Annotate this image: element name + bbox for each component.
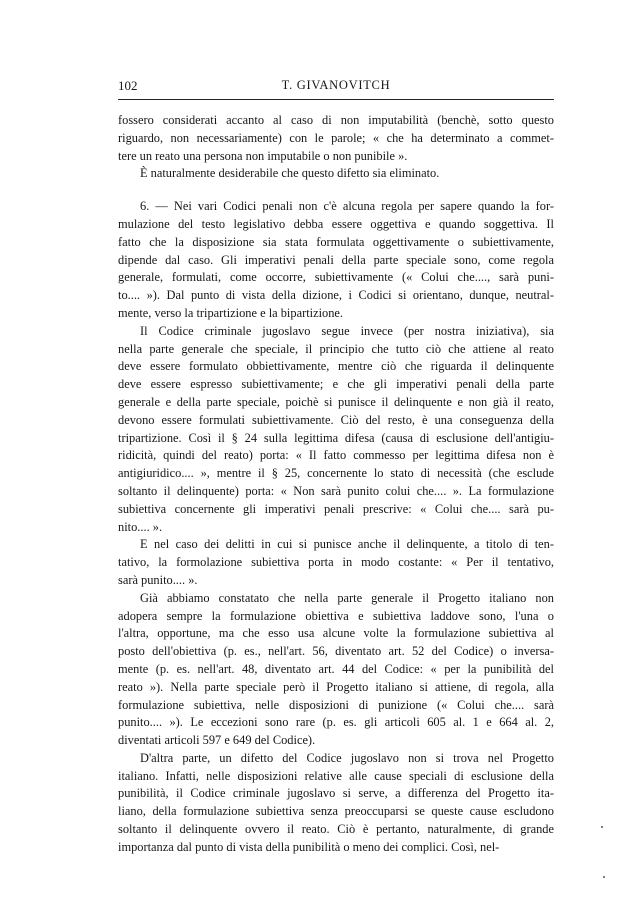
paragraph bbox=[118, 590, 554, 750]
text-line: fatto che la disposizione sia stata formulata oggettivamente o subiettivamente, bbox=[118, 234, 554, 249]
paragraph bbox=[118, 112, 554, 165]
text-line: mulazione del testo legislativo debba essere oggettiva e quando soggettiva. Il bbox=[118, 216, 554, 231]
text-line: devono essere formulati subiettivamente. Ciò del resto, è una conseguenza della bbox=[118, 412, 554, 427]
text-line: ridicità, quindi del reato) porta: « Il fatto commesso per legittima difesa non è bbox=[118, 448, 554, 463]
text-line: fossero considerati accanto al caso di non imputabilità (benchè, sotto questo bbox=[118, 113, 554, 127]
paragraph bbox=[118, 198, 554, 323]
text-line: generale e della parte speciale, poichè si punisce il delinquente e non già il reato, bbox=[118, 394, 554, 409]
text-line: posto dell'obiettiva (p. es., nell'art. 56, diventato art. 52 del Codice) o inversa- bbox=[118, 644, 554, 659]
text-line: sarà punito.... ». bbox=[118, 572, 198, 587]
text-line: punito.... »). Le eccezioni sono rare (p. es. gli articoli 605 al. 1 e 664 al. 2, bbox=[118, 715, 554, 730]
text-line: deve essere espresso subiettivamente; e che gli imperativi penali della parte bbox=[118, 377, 554, 392]
text-line: riguardo, non necessariamente) con le parole; « che ha determinato a commet- bbox=[118, 130, 554, 145]
text-line: punibilità, il Codice criminale jugoslavo si serve, a differenza del Progetto ita- bbox=[118, 786, 554, 801]
text-line: antigiuridico.... », mentre il § 25, concernente lo stato di necessità (che esclude bbox=[118, 466, 554, 481]
text-line: mente (p. es. nell'art. 48, diventato art. 44 del Codice: « per la punibilità del bbox=[118, 661, 554, 676]
text-line: to.... »). Dal punto di vista della dizione, i Codici si orientano, dunque, neutral- bbox=[118, 288, 554, 303]
text-line: importanza dal punto di vista della punibilità o meno dei complici. Così, nel- bbox=[118, 839, 500, 854]
text-line: nella parte generale che speciale, il principio che tutto ciò che attiene al reato bbox=[118, 341, 554, 356]
text-line: tativo, la formolazione subiettiva porta in modo costante: « Per il tentativo, bbox=[118, 555, 554, 570]
running-title: T. GIVANOVITCH bbox=[281, 78, 391, 92]
text-line: tripartizione. Così il § 24 sulla legittima difesa (causa di esclusione dell'antigiu- bbox=[118, 430, 554, 445]
text-line: deve essere formulato obbiettivamente, mentre ciò che riguarda il delinquente bbox=[118, 359, 554, 374]
paragraph bbox=[118, 323, 554, 537]
body-text bbox=[118, 112, 554, 857]
scan-speck bbox=[601, 826, 603, 828]
text-line: È naturalmente desiderabile che questo difetto sia eliminato. bbox=[140, 166, 440, 181]
page-header bbox=[118, 78, 554, 96]
text-line: tere un reato una persona non imputabile o non punibile ». bbox=[118, 148, 408, 163]
text-line: Già abbiamo constatato che nella parte generale il Progetto italiano non bbox=[140, 590, 554, 605]
text-line: generale, formulati, come occorre, subiettivamente (« Colui che...., sarà puni- bbox=[118, 270, 554, 285]
text-line: 6. — Nei vari Codici penali non c'è alcuna regola per sapere quando la for- bbox=[140, 199, 554, 214]
section-gap bbox=[118, 183, 554, 198]
text-line: adopera sempre la formulazione obiettiva e subiettiva laddove sono, l'una o bbox=[118, 608, 554, 623]
text-line: diventati articoli 597 e 649 del Codice). bbox=[118, 733, 316, 748]
scan-speck bbox=[603, 876, 605, 878]
text-line: liano, della formulazione subiettiva senza preoccuparsi se queste cause escludono bbox=[118, 804, 554, 819]
text-line: dipende dal caso. Gli imperativi penali della parte speciale sono, come regola bbox=[118, 252, 554, 267]
paragraph bbox=[118, 750, 554, 857]
header-rule bbox=[118, 99, 554, 100]
text-line: reato »). Nella parte speciale però il Progetto italiano si attiene, di regola, alla bbox=[118, 679, 554, 694]
text-line: mente, verso la tripartizione e la bipartizione. bbox=[118, 305, 344, 320]
text-line: nito.... ». bbox=[118, 519, 163, 534]
paragraph bbox=[118, 165, 554, 183]
text-line: italiano. Infatti, nelle disposizioni relative alle cause speciali di esclusione della bbox=[118, 768, 554, 783]
page-number: 102 bbox=[118, 78, 138, 93]
text-line: soltanto il delinquente ovvero il reato. Ciò è pertanto, naturalmente, di grande bbox=[118, 822, 554, 837]
text-line: E nel caso dei delitti in cui si punisce anche il delinquente, a titolo di ten- bbox=[140, 537, 554, 552]
text-line: D'altra parte, un difetto del Codice jugoslavo non si trova nel Progetto bbox=[140, 750, 554, 765]
text-line: formulazione subiettiva, nelle disposizioni di punizione (« Colui che.... sarà bbox=[118, 697, 554, 712]
paragraph bbox=[118, 536, 554, 589]
text-line: l'altra, opportune, ma che esso usa alcune volte la formulazione subiettiva al bbox=[118, 626, 554, 641]
text-line: Il Codice criminale jugoslavo segue invece (per nostra iniziativa), sia bbox=[140, 323, 554, 338]
text-line: soltanto il delinquente) porta: « Non sarà punito colui che.... ». La formulazione bbox=[118, 483, 554, 498]
text-line: subiettiva concernente gli imperativi penali prescrive: « Colui che.... sarà pu- bbox=[118, 501, 554, 516]
